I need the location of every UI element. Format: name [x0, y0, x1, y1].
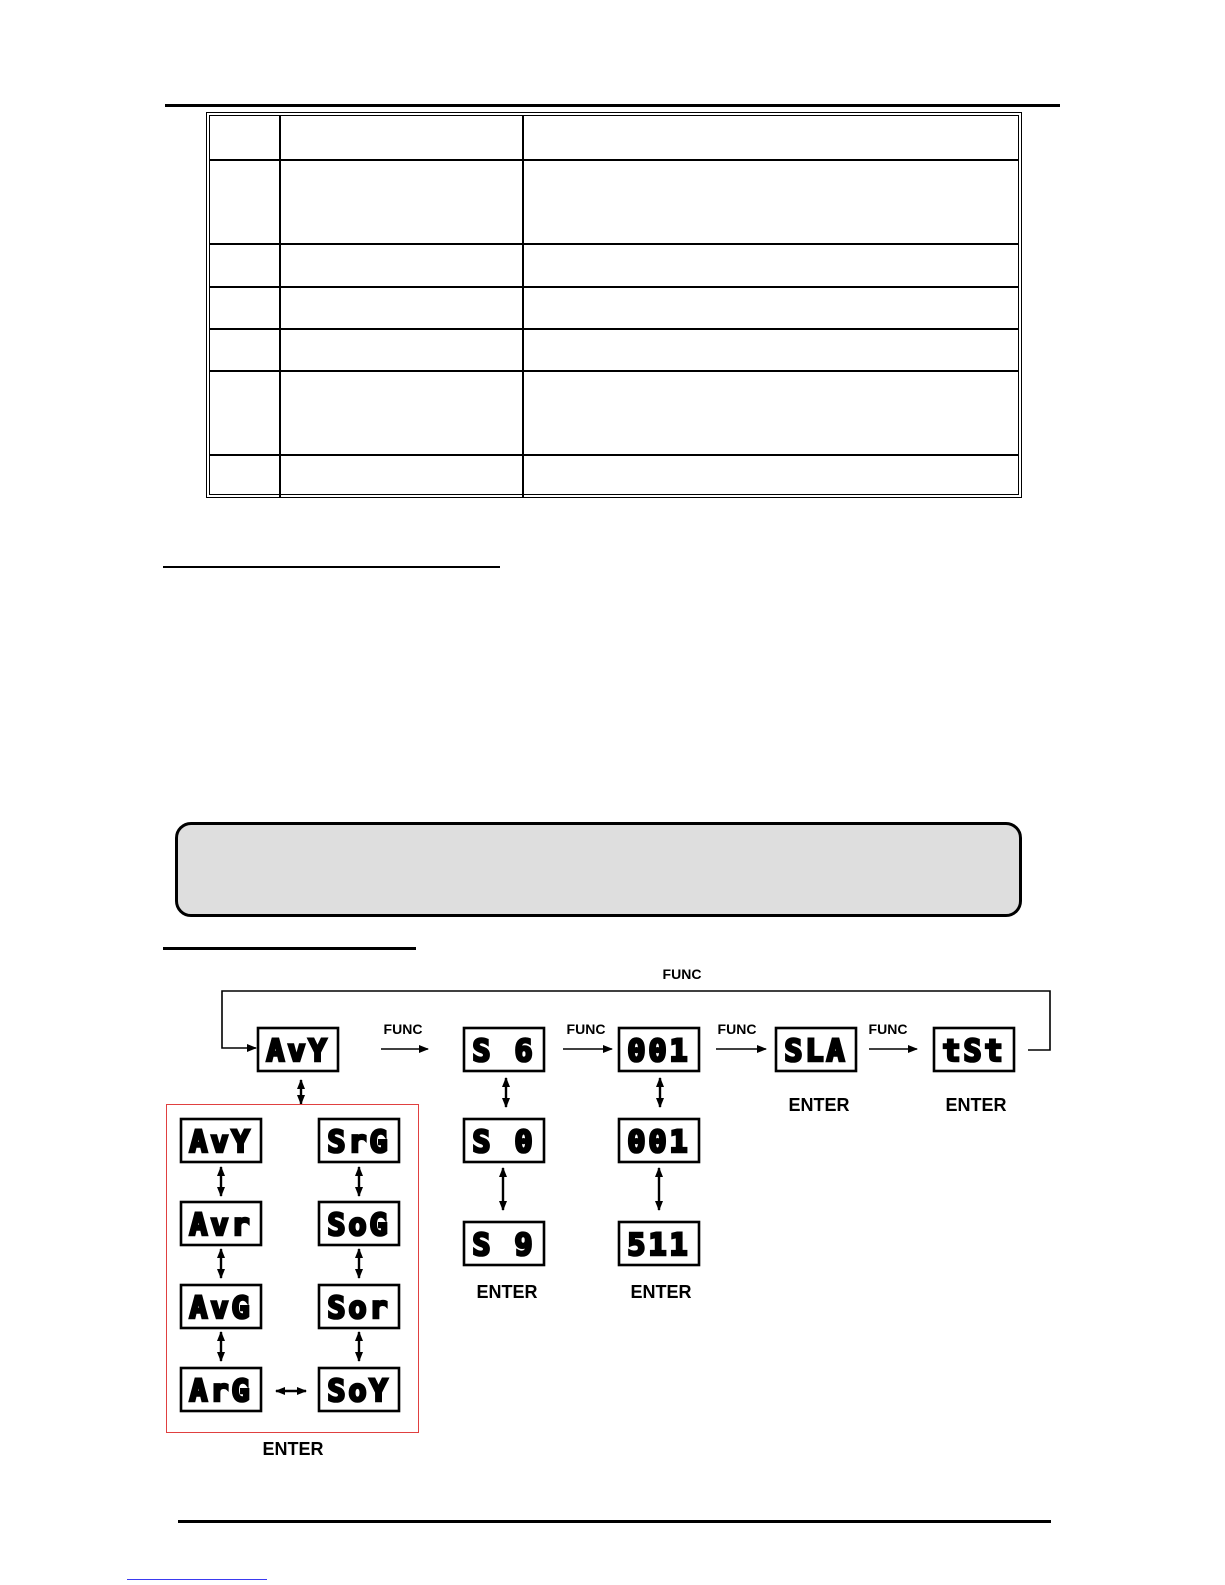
- led-display-text: S 9: [472, 1228, 536, 1263]
- enter-label: ENTER: [788, 1095, 850, 1115]
- led-display-text: SoY: [327, 1374, 391, 1409]
- led-display-text: 001: [627, 1125, 691, 1160]
- func-label: FUNC: [717, 1021, 757, 1037]
- led-display: [619, 1222, 699, 1265]
- link-underline: [127, 1579, 267, 1580]
- enter-label: ENTER: [945, 1095, 1007, 1115]
- enter-label: ENTER: [476, 1282, 538, 1302]
- func-label: FUNC: [868, 1021, 908, 1037]
- led-display-text: SLA: [784, 1034, 848, 1069]
- led-display: [619, 1119, 699, 1162]
- mode-options-frame: [166, 1104, 419, 1433]
- func-label: FUNC: [383, 1021, 423, 1037]
- led-display-text: ArG: [189, 1374, 253, 1409]
- led-display: [776, 1028, 856, 1071]
- led-display-text: S 0: [472, 1125, 536, 1160]
- led-display-text: S 6: [472, 1034, 536, 1069]
- led-display: [464, 1222, 544, 1265]
- footer-rule: [178, 1520, 1051, 1523]
- led-display: [619, 1028, 699, 1071]
- led-display-text: AvY: [189, 1125, 253, 1160]
- led-display-text: 001: [627, 1034, 691, 1069]
- led-display-text: Sor: [327, 1291, 391, 1326]
- func-label: FUNC: [566, 1021, 606, 1037]
- enter-label: ENTER: [262, 1439, 324, 1459]
- led-display: [464, 1028, 544, 1071]
- led-display-text: 511: [627, 1228, 691, 1263]
- enter-label: ENTER: [630, 1282, 692, 1302]
- led-display-text: tSt: [942, 1034, 1006, 1069]
- led-display: [464, 1119, 544, 1162]
- led-display: [934, 1028, 1014, 1071]
- led-display-text: SoG: [327, 1208, 391, 1243]
- led-display-text: AvG: [189, 1291, 253, 1326]
- func-label: FUNC: [662, 966, 702, 982]
- led-display-text: SrG: [327, 1125, 391, 1160]
- led-display-text: Avr: [189, 1208, 253, 1243]
- led-display: [258, 1028, 338, 1071]
- led-display-text: AvY: [266, 1034, 330, 1069]
